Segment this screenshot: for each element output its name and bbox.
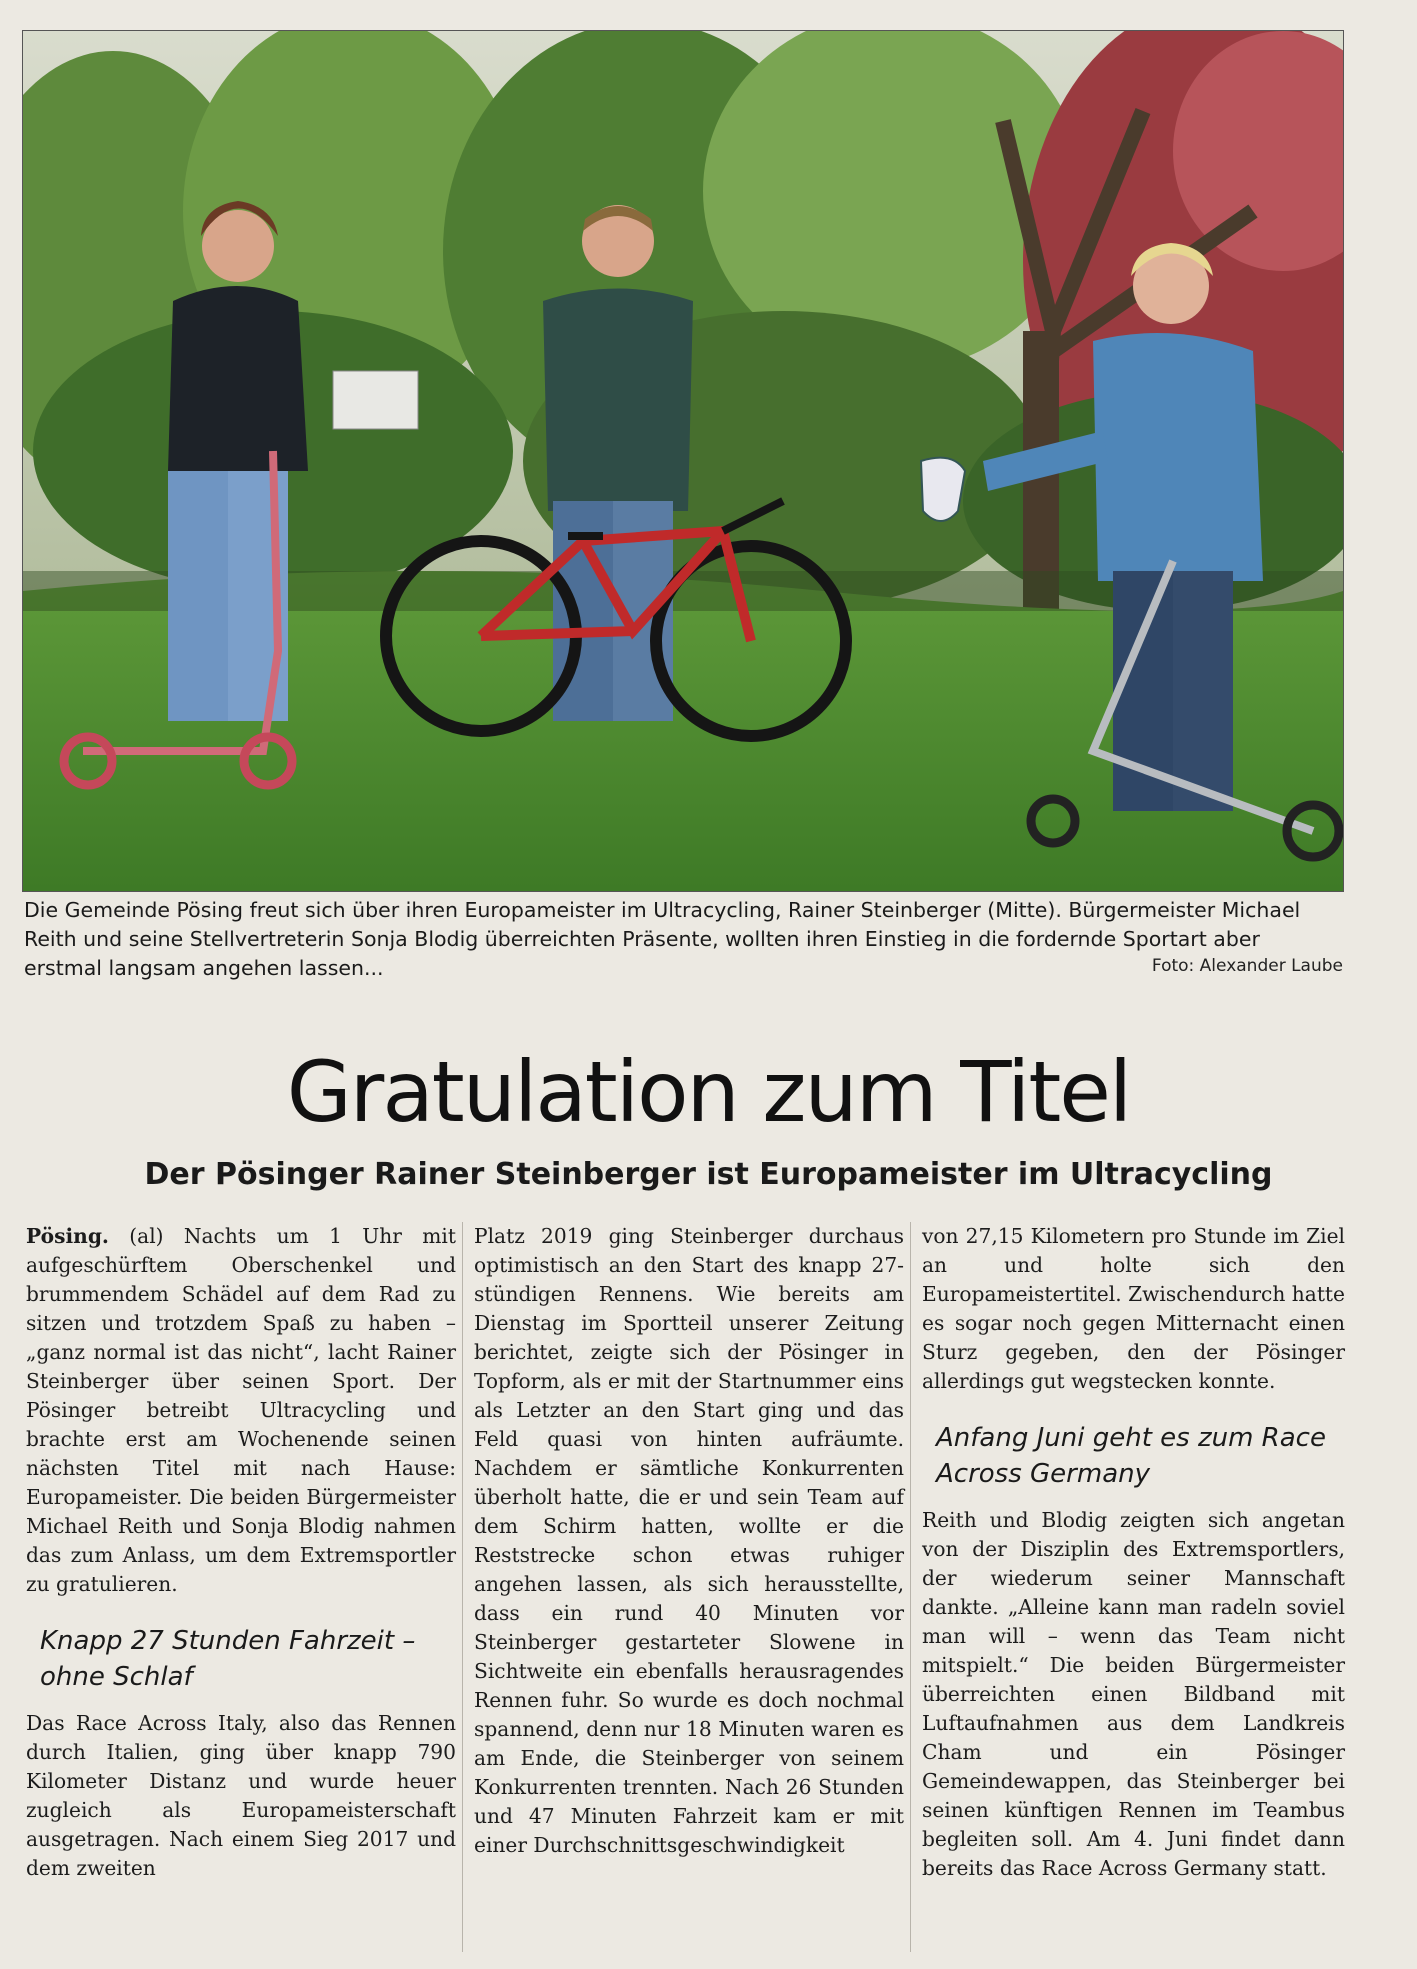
body-paragraph: Platz 2019 ging Steinberger durchaus optimistisch an den Start des knapp 27-stündigen Rennens. Wie bereits am Dienstag im Sportteil unserer Zeitung berichtet, zeigte sich der Pösinger in Topform, als er mit der Startnummer eins als Letzter an den Start ging und das Feld quasi von hinten aufräumte. Nachdem er sämtliche Konkurrenten überholt hatte, die er und sein Team auf dem Schirm hatten, wollte er die Reststrecke schon etwas ruhiger angehen lassen, als sich herausstellte, dass ein rund 40 Minuten vor Steinberger gestarteter Slowene in Sichtweite ein ebenfalls herausragendes Rennen fuhr. So wurde es doch nochmal spannend, denn nur 18 Minuten waren es am Ende, die Steinberger von seinem Konkurrenten trennten. Nach 26 Stunden und 47 Minuten Fahrzeit kam er mit einer Durchschnittsgeschwindigkeit: [474, 1224, 904, 1857]
column-3: [922, 1222, 1345, 1883]
photo-credit: Foto: Alexander Laube: [1151, 956, 1343, 976]
column-2: [474, 1222, 904, 1860]
photo-illustration: [23, 31, 1343, 891]
subheadline: Der Pösinger Rainer Steinberger ist Europameister im Ultracycling: [144, 1157, 1273, 1192]
column-divider: [462, 1222, 463, 1952]
intro-paragraph: [26, 1222, 456, 1599]
column-1: [26, 1222, 456, 1883]
body-paragraph: Reith und Blodig zeigten sich angetan von der Disziplin des Extremsportlers, der wiederum seiner Mannschaft dankte. „Alleine kann man radeln soviel man will – wenn das Team nicht mitspielt.“ Die beiden Bürgermeister überreichten einen Bildband mit Luftaufnahmen aus dem Landkreis Cham und ein Pösinger Gemeindewappen, das Steinberger bei seinen künftigen Rennen im Teambus begleiten soll. Am 4. Juni findet dann bereits das Race Across Germany statt.: [922, 1508, 1345, 1880]
headline: Gratulation zum Titel: [286, 1043, 1131, 1141]
dateline: Pösing.: [26, 1224, 109, 1248]
body-paragraph: von 27,15 Kilometern pro Stunde im Ziel an und holte sich den Europameistertitel. Zwischendurch hatte es sogar noch gegen Mitternacht einen Sturz gegeben, den der Pösinger allerdings gut wegstecken konnte.: [922, 1224, 1345, 1393]
photo-caption: Die Gemeinde Pösing freut sich über ihren Europameister im Ultracycling, Rainer Steinberger (Mitte). Bürgermeister Michael Reith und seine Stellvertreterin Sonja Blodig überreichten Präsente, wollten ihren Einstieg in die fordernde Sportart aber erstmal langsam angehen lassen...: [24, 898, 1301, 980]
intro-text: (al) Nachts um 1 Uhr mit aufgeschürftem Oberschenkel und brummendem Schädel auf dem Rad zu sitzen und trotzdem Spaß zu haben – „ganz normal ist das nicht“, lacht Rainer Steinberger über seinen Sport. Der Pösinger betreibt Ultracycling und brachte erst am Wochenende seinen nächsten Titel mit nach Hause: Europameister. Die beiden Bürgermeister Michael Reith und Sonja Blodig nahmen das zum Anlass, um dem Extremsportler zu gratulieren.: [26, 1224, 456, 1596]
section-heading-1: Knapp 27 Stunden Fahrzeit – ohne Schlaf: [40, 1626, 416, 1692]
article-photo: [22, 30, 1344, 892]
body-paragraph: Das Race Across Italy, also das Rennen durch Italien, ging über knapp 790 Kilometer Distanz und wurde heuer zugleich als Europameisterschaft ausgetragen. Nach einem Sieg 2017 und dem zweiten: [26, 1711, 456, 1880]
section-heading-2: Anfang Juni geht es zum Race Across Germany: [936, 1423, 1326, 1489]
column-divider: [910, 1222, 911, 1952]
